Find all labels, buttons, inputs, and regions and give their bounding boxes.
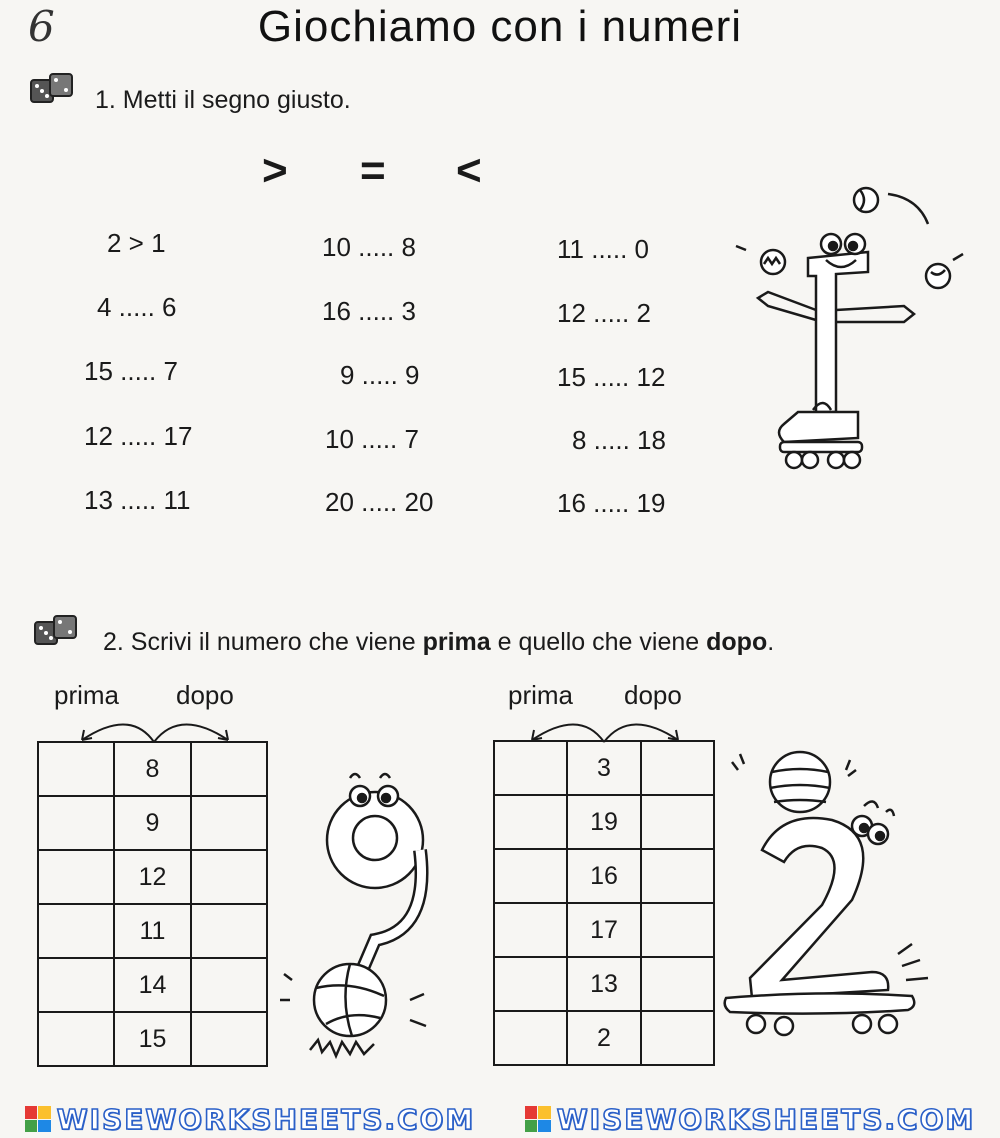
dopo-cell[interactable]	[191, 1012, 267, 1066]
watermark-logo-icon	[525, 1106, 551, 1132]
dice-icon	[32, 612, 80, 652]
comparison-item[interactable]: 13 ..... 11	[84, 485, 191, 515]
dopo-cell[interactable]	[641, 957, 714, 1011]
comparison-item[interactable]: 20 ..... 20	[325, 487, 434, 517]
dopo-cell[interactable]	[641, 903, 714, 957]
comparison-item[interactable]: 11 ..... 0	[557, 234, 650, 264]
prima-cell[interactable]	[494, 903, 567, 957]
number-cell: 19	[567, 795, 641, 849]
prima-cell[interactable]	[494, 849, 567, 903]
watermark-logo-icon	[25, 1106, 51, 1132]
comparison-item[interactable]: 16 ..... 3	[322, 296, 416, 326]
number-seven-mascot	[728, 180, 978, 480]
prima-cell[interactable]	[38, 958, 114, 1012]
page-title: Giochiamo con i numeri	[257, 2, 743, 51]
table-row	[494, 741, 714, 795]
prima-cell[interactable]	[494, 795, 567, 849]
comparison-item[interactable]: 8 ..... 18	[572, 425, 666, 455]
prima-cell[interactable]	[494, 741, 567, 795]
exercise-2-instruction: 2. Scrivi il numero che viene prima e quello che viene dopo.	[103, 628, 775, 656]
dopo-cell[interactable]	[191, 904, 267, 958]
number-two-mascot	[722, 740, 952, 1050]
comparison-item[interactable]: 15 ..... 12	[557, 362, 666, 392]
number-cell: 11	[114, 904, 191, 958]
prima-cell[interactable]	[494, 957, 567, 1011]
dopo-cell[interactable]	[641, 1011, 714, 1065]
table-row	[494, 1011, 714, 1065]
label-prima: prima	[508, 680, 574, 710]
symbol-less: <	[456, 146, 482, 195]
prima-cell[interactable]	[38, 796, 114, 850]
number-table-right	[493, 740, 715, 1066]
watermark	[525, 1103, 976, 1136]
table-row	[494, 849, 714, 903]
dopo-cell[interactable]	[641, 795, 714, 849]
table-row	[38, 904, 267, 958]
prima-cell[interactable]	[38, 904, 114, 958]
label-dopo: dopo	[624, 680, 682, 710]
number-nine-mascot	[280, 760, 450, 1070]
label-dopo: dopo	[176, 680, 234, 710]
table-row	[494, 903, 714, 957]
table-row	[38, 958, 267, 1012]
number-cell: 17	[567, 903, 641, 957]
comparison-item[interactable]: 10 ..... 8	[322, 232, 416, 262]
watermark-strip	[0, 1100, 1000, 1138]
exercise-1-instruction: 1. Metti il segno giusto.	[95, 86, 351, 114]
table-row	[38, 796, 267, 850]
number-cell: 12	[114, 850, 191, 904]
number-cell: 3	[567, 741, 641, 795]
label-prima: prima	[54, 680, 120, 710]
number-cell: 15	[114, 1012, 191, 1066]
prima-cell[interactable]	[494, 1011, 567, 1065]
dopo-cell[interactable]	[641, 849, 714, 903]
symbol-equal: =	[360, 146, 386, 195]
number-cell: 16	[567, 849, 641, 903]
number-cell: 14	[114, 958, 191, 1012]
dopo-cell[interactable]	[191, 850, 267, 904]
table-row	[494, 795, 714, 849]
number-cell: 2	[567, 1011, 641, 1065]
comparison-item[interactable]: 9 ..... 9	[340, 360, 420, 390]
prima-cell[interactable]	[38, 850, 114, 904]
comparison-item: 2 > 1	[107, 228, 166, 258]
prima-cell[interactable]	[38, 1012, 114, 1066]
number-cell: 8	[114, 742, 191, 796]
table-row	[494, 957, 714, 1011]
dice-icon	[28, 70, 76, 110]
comparison-item[interactable]: 15 ..... 7	[84, 356, 178, 386]
number-cell: 13	[567, 957, 641, 1011]
page-number: 6	[28, 2, 55, 51]
dopo-cell[interactable]	[191, 796, 267, 850]
comparison-item[interactable]: 12 ..... 2	[557, 298, 651, 328]
watermark	[25, 1103, 476, 1136]
dopo-cell[interactable]	[641, 741, 714, 795]
comparison-item[interactable]: 10 ..... 7	[325, 424, 419, 454]
table-row	[38, 1012, 267, 1066]
watermark-text: WISEWORKSHEETS.COM	[56, 1102, 476, 1136]
table-row	[38, 742, 267, 796]
table-row	[38, 850, 267, 904]
comparison-item[interactable]: 4 ..... 6	[97, 292, 177, 322]
comparison-item[interactable]: 12 ..... 17	[84, 421, 193, 451]
symbol-greater: >	[262, 146, 288, 195]
dopo-cell[interactable]	[191, 958, 267, 1012]
comparison-item[interactable]: 16 ..... 19	[557, 488, 666, 518]
number-table-left	[37, 741, 268, 1067]
prima-cell[interactable]	[38, 742, 114, 796]
watermark-text: WISEWORKSHEETS.COM	[556, 1102, 976, 1136]
number-cell: 9	[114, 796, 191, 850]
dopo-cell[interactable]	[191, 742, 267, 796]
